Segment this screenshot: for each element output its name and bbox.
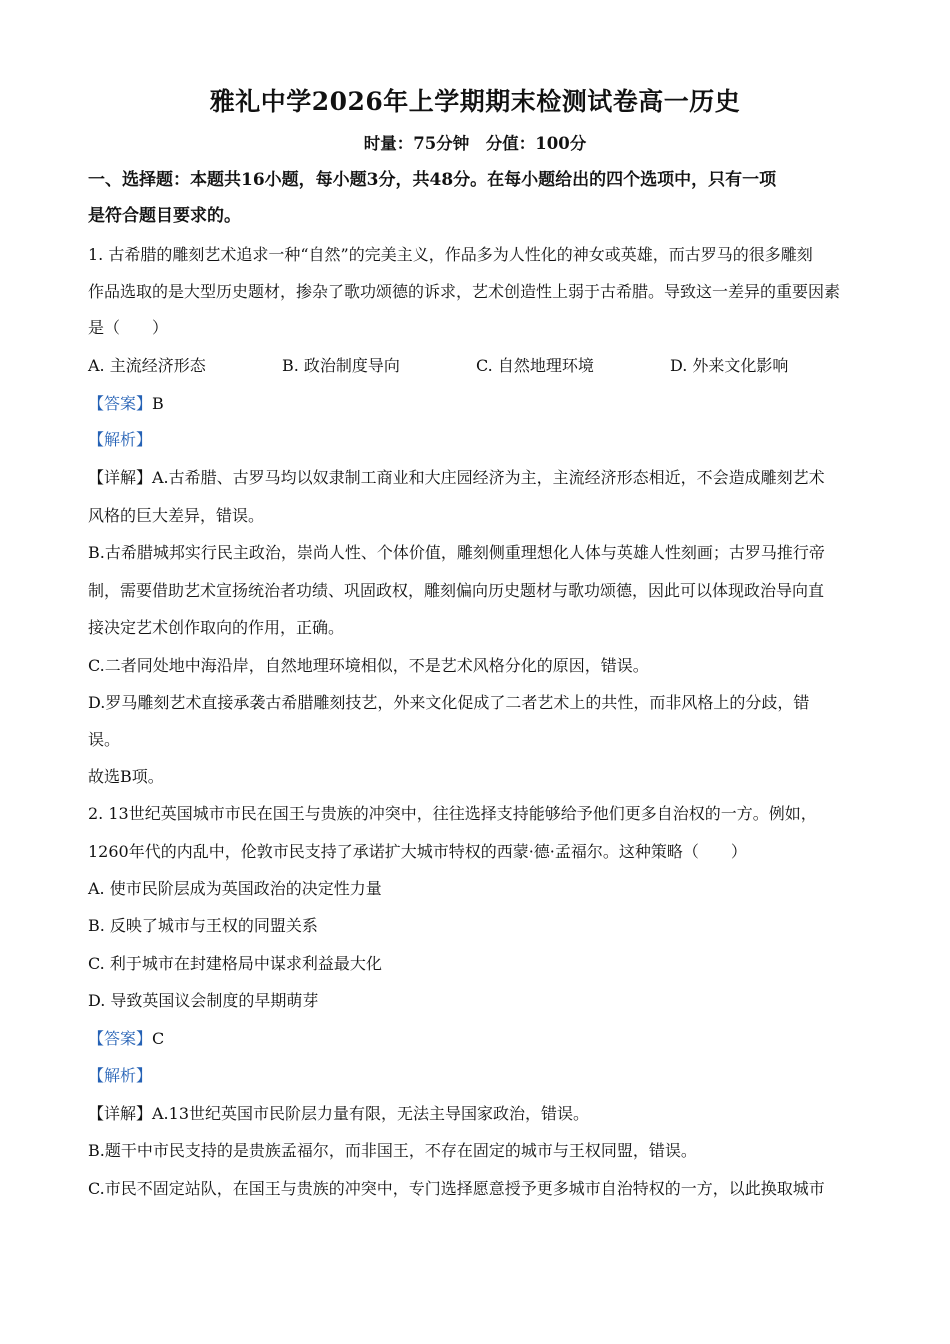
section-heading-line2: 是符合题目要求的。: [88, 206, 241, 226]
exam-meta: 时量：75分钟 分值：100分: [363, 134, 587, 153]
q1-detail-line: 风格的巨大差异，错误。: [88, 506, 265, 525]
q1-answer: [88, 394, 868, 414]
q1-detail-line: 【详解】A.古希腊、古罗马均以奴隶制工商业和大庄园经济为主，主流经济形态相近，不会造成雕刻艺术: [88, 468, 825, 487]
q1-option-c: C. 自然地理环境: [476, 356, 594, 375]
q1-option-d: D. 外来文化影响: [670, 356, 789, 375]
q1-detail-line: C.二者同处地中海沿岸，自然地理环境相似，不是艺术风格分化的原因，错误。: [88, 656, 649, 675]
section-heading-line1: 一、选择题：本题共16小题，每小题3分，共48分。在每小题给出的四个选项中，只有一项: [88, 170, 777, 190]
answer-value: B: [152, 394, 164, 413]
q1-stem-line: 1. 古希腊的雕刻艺术追求一种“自然”的完美主义，作品多为人性化的神女或英雄，而古罗马的很多雕刻: [88, 245, 813, 264]
page-title: 雅礼中学2026年上学期期末检测试卷高一历史: [209, 87, 741, 116]
q2-detail-line: B.题干中市民支持的是贵族孟福尔，而非国王，不存在固定的城市与王权同盟，错误。: [88, 1141, 697, 1160]
q1-option-a: A. 主流经济形态: [88, 356, 206, 375]
q2-option-c: C. 利于城市在封建格局中谋求利益最大化: [88, 954, 382, 973]
q2-detail-line: 【详解】A.13世纪英国市民阶层力量有限，无法主导国家政治，错误。: [88, 1104, 590, 1123]
answer-value: C: [152, 1029, 165, 1048]
q1-option-b: B. 政治制度导向: [282, 356, 400, 375]
q2-option-d: D. 导致英国议会制度的早期萌芽: [88, 991, 319, 1010]
q2-stem-line: 1260年代的内乱中，伦敦市民支持了承诺扩大城市特权的西蒙·德·孟福尔。这种策略（ ）: [88, 842, 747, 861]
q2-detail-line: C.市民不固定站队，在国王与贵族的冲突中，专门选择愿意授予更多城市自治特权的一方，以此换取城市: [88, 1179, 825, 1198]
answer-label: 【答案】: [88, 1029, 153, 1048]
q2-answer: [88, 1029, 868, 1049]
q1-stem-line: 作品选取的是大型历史题材，掺杂了歌功颂德的诉求，艺术创造性上弱于古希腊。导致这一差异的重要因素: [88, 282, 841, 301]
answer-label: 【答案】: [88, 394, 153, 413]
q1-detail-line: D.罗马雕刻艺术直接承袭古希腊雕刻技艺，外来文化促成了二者艺术上的共性，而非风格上的分歧，错: [88, 693, 810, 712]
q2-analysis-label: 【解析】: [88, 1066, 153, 1085]
q1-detail-line: 故选B项。: [88, 767, 164, 786]
q1-detail-line: B.古希腊城邦实行民主政治，崇尚人性、个体价值，雕刻侧重理想化人体与英雄人性刻画；古罗马推行帝: [88, 543, 825, 562]
q1-analysis-label: 【解析】: [88, 430, 153, 449]
q1-detail-line: 误。: [88, 730, 121, 749]
q2-option-a: A. 使市民阶层成为英国政治的决定性力量: [88, 879, 382, 898]
q2-option-b: B. 反映了城市与王权的同盟关系: [88, 916, 318, 935]
q1-stem-line: 是（ ）: [88, 318, 169, 337]
q1-detail-line: 制，需要借助艺术宣扬统治者功绩、巩固政权，雕刻偏向历史题材与歌功颂德，因此可以体现政治导向直: [88, 581, 825, 600]
q1-detail-line: 接决定艺术创作取向的作用，正确。: [88, 618, 345, 637]
q2-stem-line: 2. 13世纪英国城市市民在国王与贵族的冲突中，往往选择支持能够给予他们更多自治权的一方。例如，: [88, 804, 817, 823]
